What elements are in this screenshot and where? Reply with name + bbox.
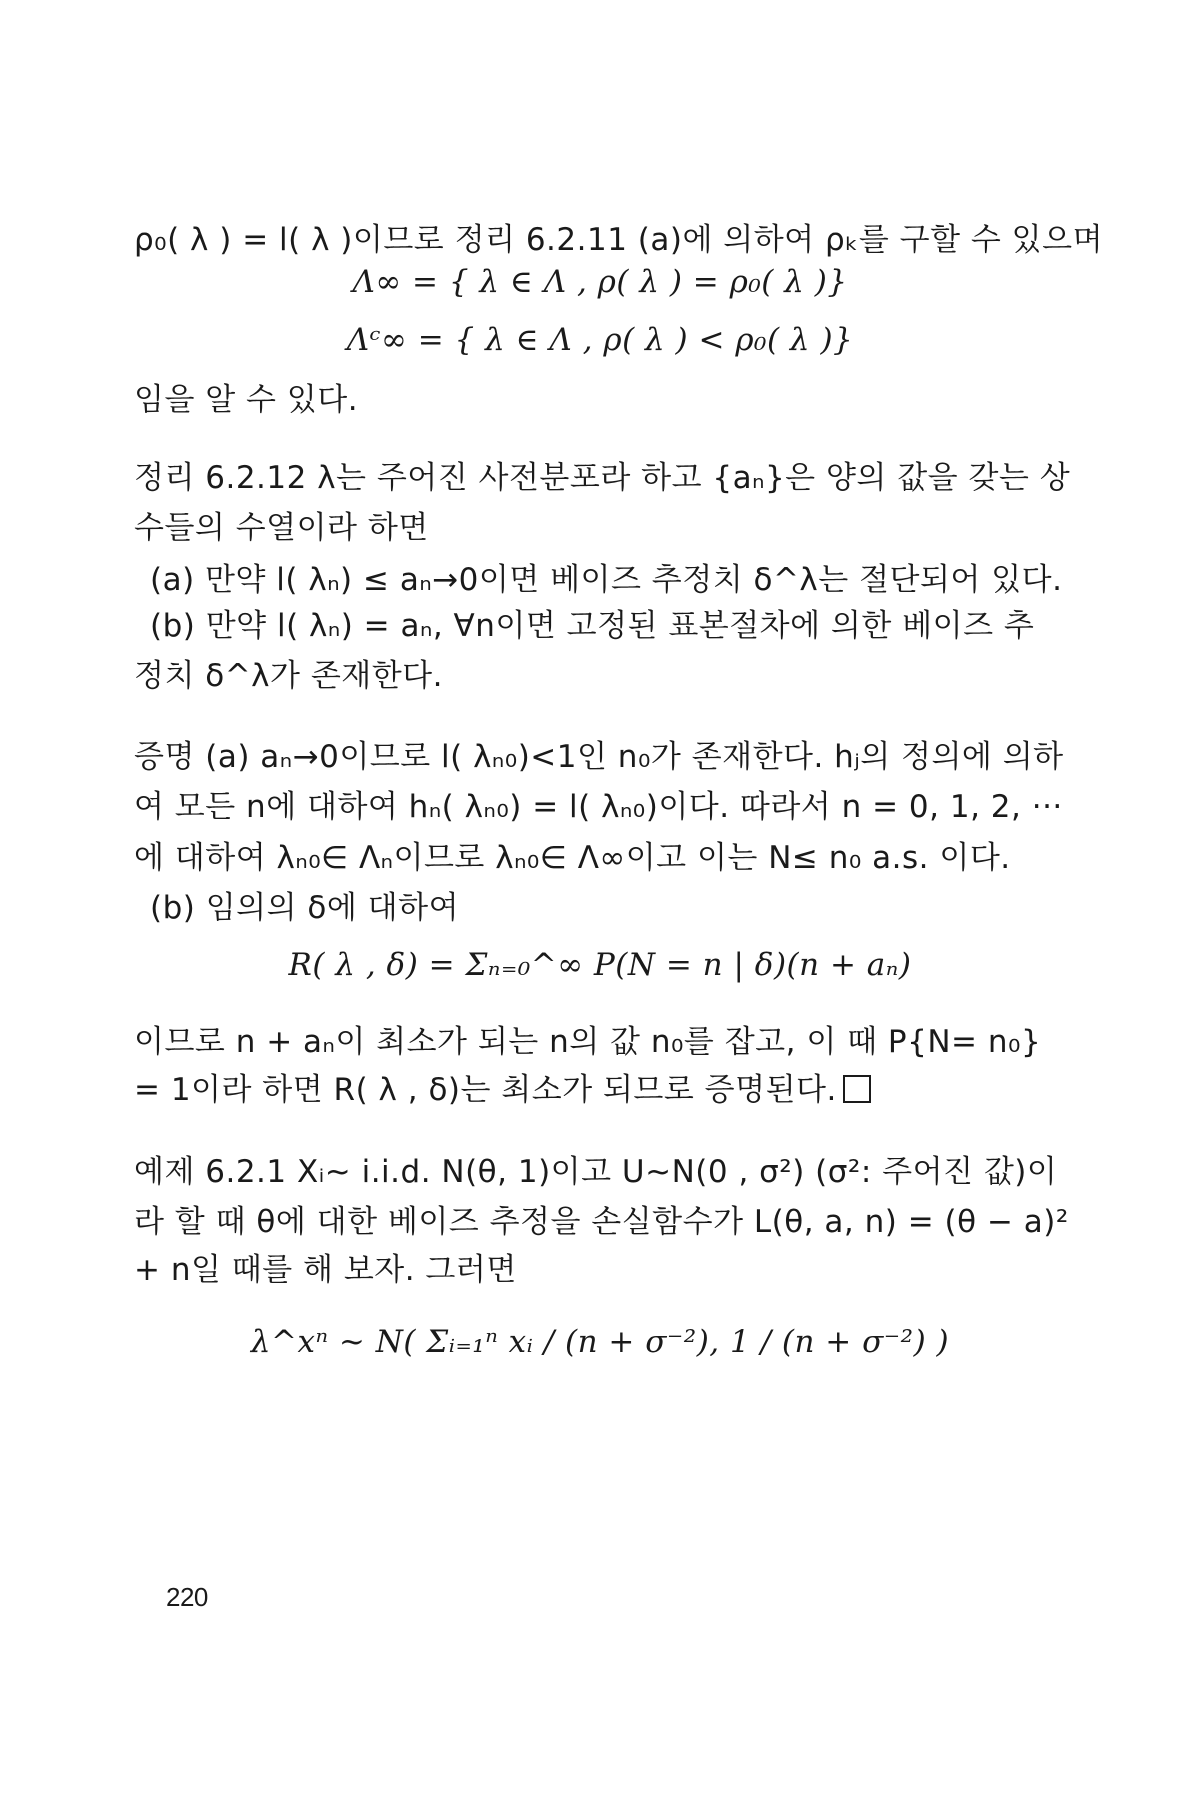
example-6-2-1-line-2: 라 할 때 θ에 대한 베이즈 추정을 손실함수가 L(θ, a, n) = (θ − a)² xyxy=(134,1204,1069,1240)
example-6-2-1-line-1: 예제 6.2.1 Xᵢ~ i.i.d. N(θ, 1)이고 U~N(0 , σ²) (σ²: 주어진 값)이 xyxy=(134,1154,1058,1190)
theorem-6-2-12-line-1: 정리 6.2.12 λ는 주어진 사전분포라 하고 {aₙ}은 양의 값을 갖는 상 xyxy=(134,460,1071,496)
proof-line-6 xyxy=(134,1070,1054,1110)
example-6-2-1-line-3: + n일 때를 해 보자. 그러면 xyxy=(134,1252,517,1288)
proof-part-b-intro: (b) 임의의 δ에 대하여 xyxy=(150,890,460,926)
equation-lambda-infinity: Λ∞ = { λ ∈ Λ , ρ( λ ) = ρ₀( λ )} xyxy=(352,264,848,300)
theorem-part-b-line-1: (b) 만약 l( λₙ) = aₙ, ∀n이면 고정된 표본절차에 의한 베이즈 추 xyxy=(150,608,1035,644)
proof-line-2: 여 모든 n에 대하여 hₙ( λₙ₀) = l( λₙ₀)이다. 따라서 n = 0, 1, 2, ··· xyxy=(134,789,1063,825)
page-number: 220 xyxy=(166,1582,208,1612)
equation-lambda-infinity-complement: Λᶜ∞ = { λ ∈ Λ , ρ( λ ) < ρ₀( λ )} xyxy=(346,322,854,358)
proof-line-3: 에 대하여 λₙ₀∈ Λₙ이므로 λₙ₀∈ Λ∞이고 이는 N≤ n₀ a.s. 이다. xyxy=(134,840,1011,876)
theorem-part-b-line-2: 정치 δ^λ가 존재한다. xyxy=(134,658,443,694)
proof-conclusion-text: = 1이라 하면 R( λ , δ)는 최소가 되므로 증명된다. xyxy=(134,1072,837,1108)
theorem-6-2-12-line-2: 수들의 수열이라 하면 xyxy=(134,510,429,546)
proof-line-1: 증명 (a) aₙ→0이므로 l( λₙ₀)<1인 n₀가 존재한다. hⱼ의 정의에 의하 xyxy=(134,739,1064,775)
text-line-4: 임을 알 수 있다. xyxy=(134,382,359,418)
proof-line-5: 이므로 n + aₙ이 최소가 되는 n의 값 n₀를 잡고, 이 때 P{N= n₀} xyxy=(134,1024,1042,1060)
equation-risk-sum: R( λ , δ) = Σₙ₌₀^∞ P(N = n | δ)(n + aₙ) xyxy=(288,947,912,983)
qed-square-icon xyxy=(843,1075,871,1103)
text-line-1: ρ₀( λ ) = l( λ )이므로 정리 6.2.11 (a)에 의하여 ρₖ를 구할 수 있으며 xyxy=(134,222,1104,258)
theorem-part-a: (a) 만약 l( λₙ) ≤ aₙ→0이면 베이즈 추정치 δ^λ는 절단되어 있다. xyxy=(150,562,1063,598)
equation-posterior: λ^xⁿ ~ N( Σᵢ₌₁ⁿ xᵢ / (n + σ⁻²), 1 / (n + σ⁻²) ) xyxy=(250,1324,950,1360)
